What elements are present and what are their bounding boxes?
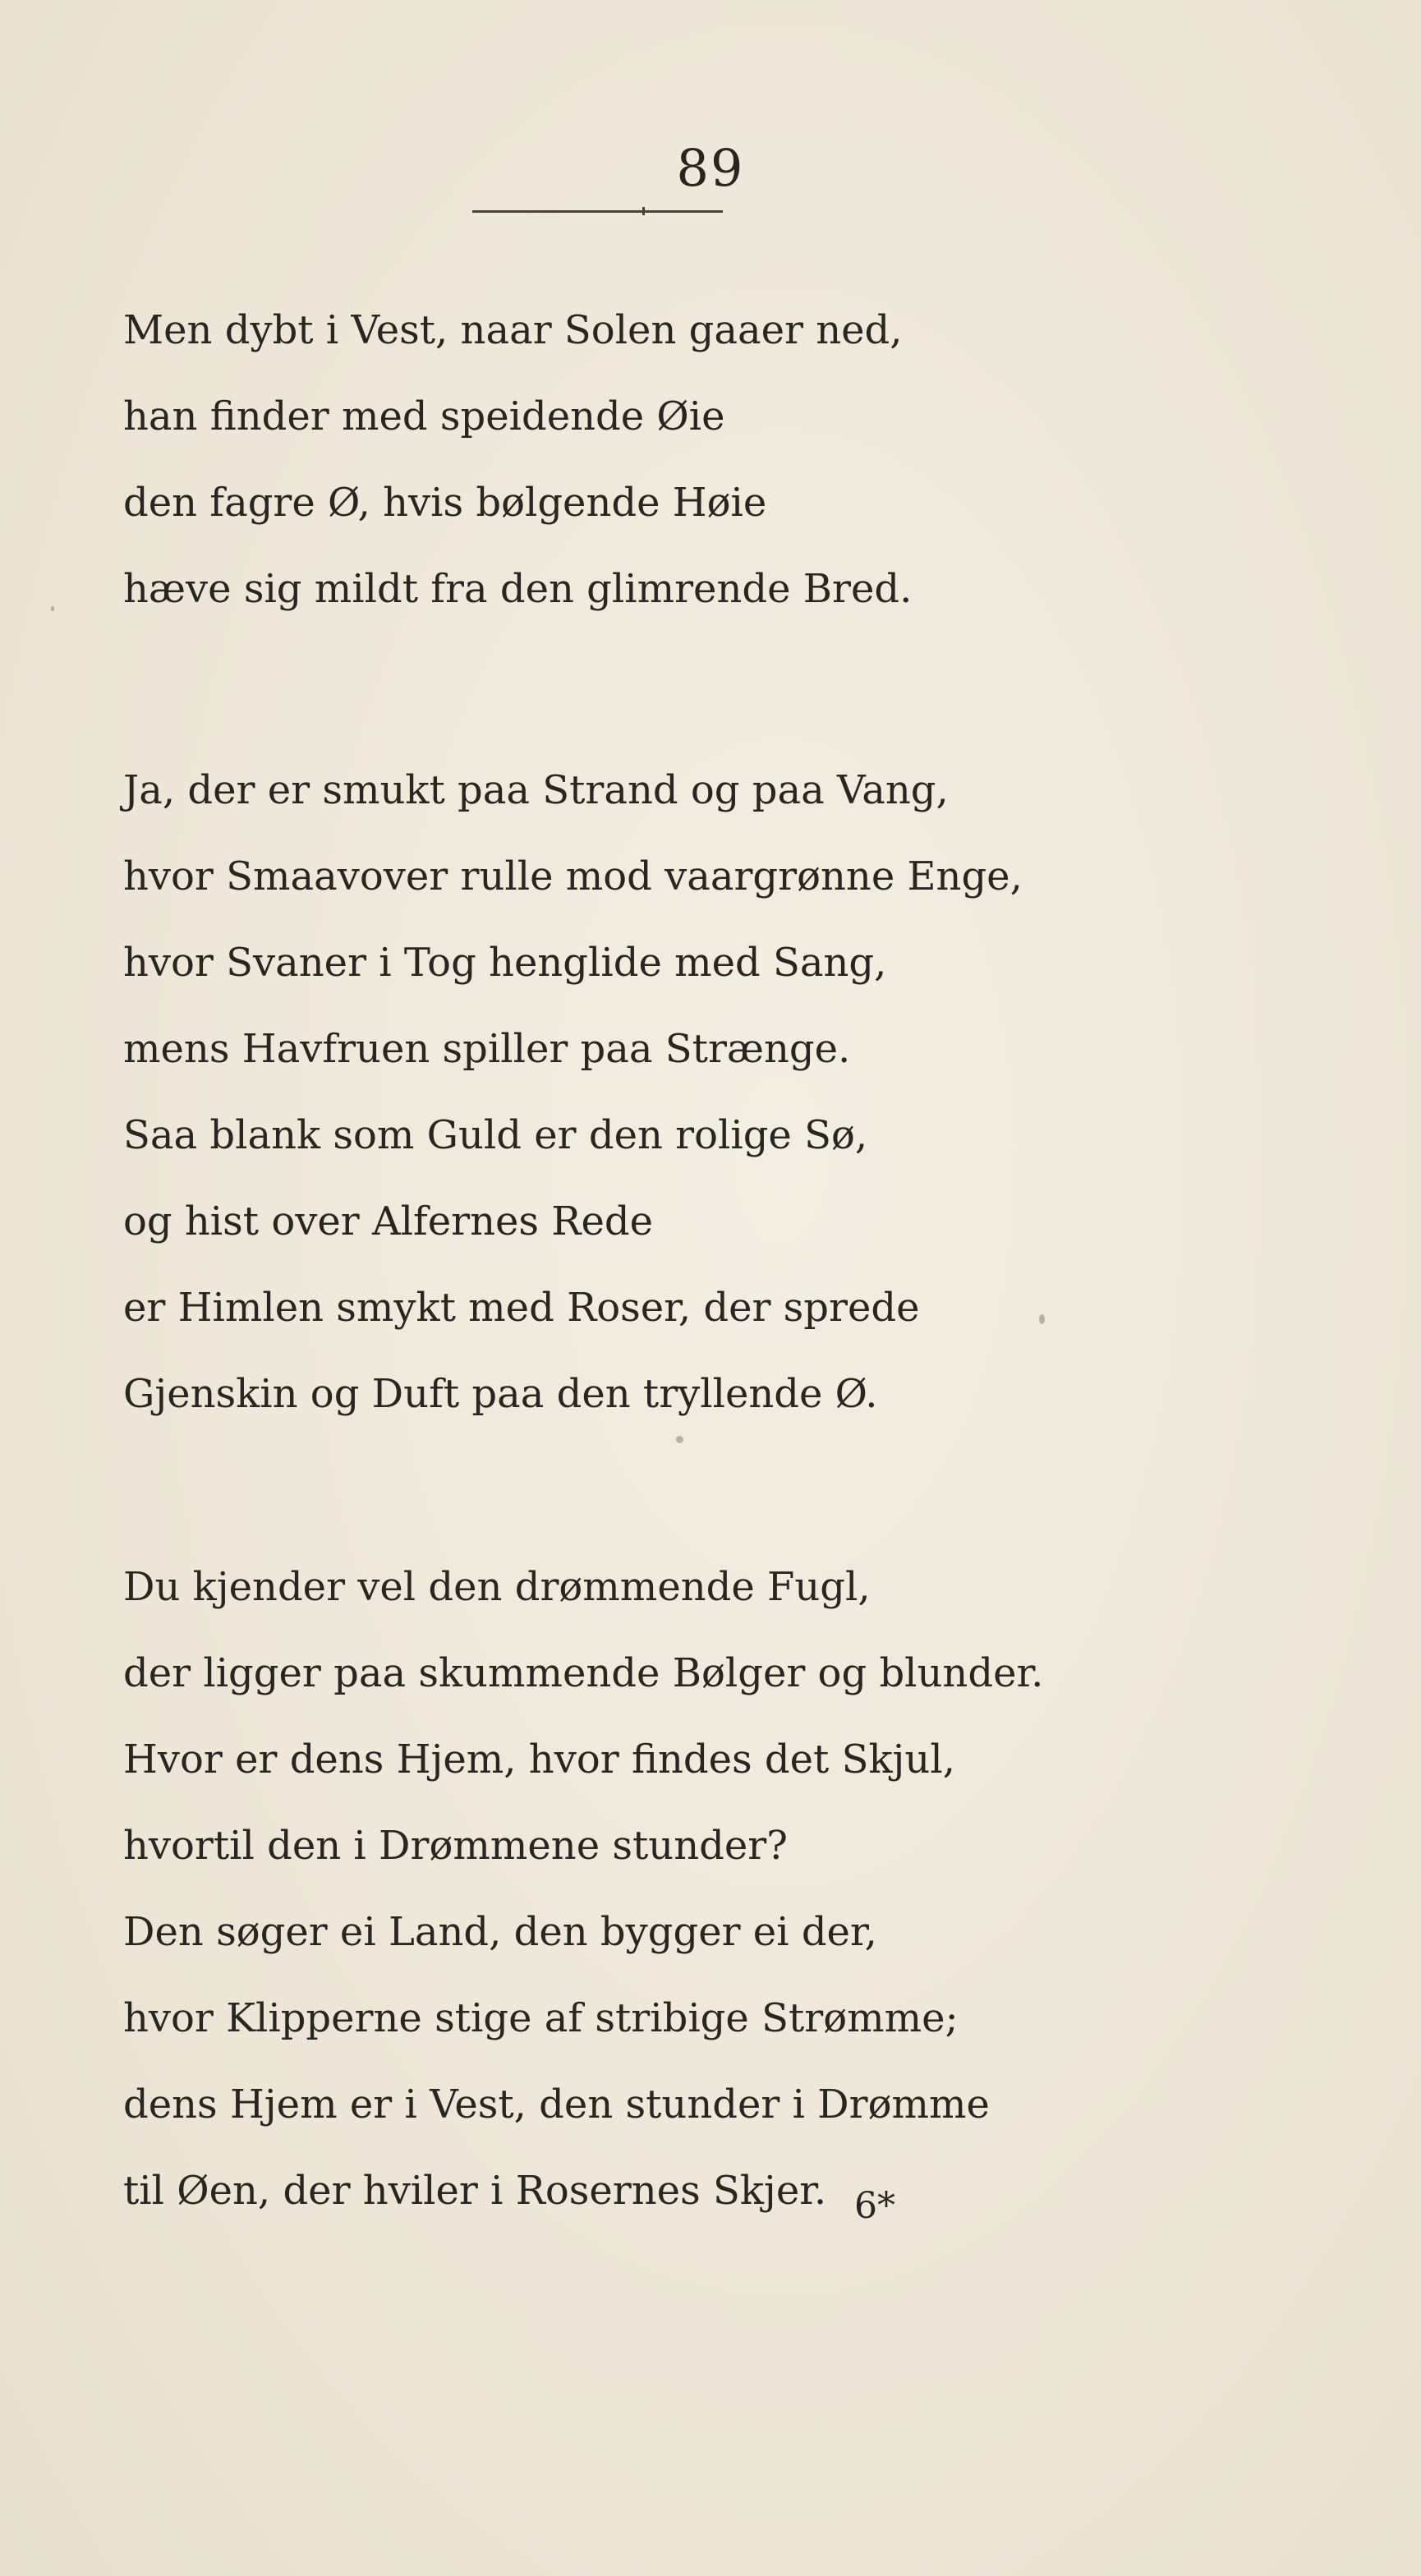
verse-line: Den søger ei Land, den bygger ei der, (123, 1909, 877, 1955)
stanza-1 (123, 288, 912, 632)
stanza-3 (123, 1544, 1043, 2234)
stanza-2 (123, 748, 1023, 1438)
verse-line: den fagre Ø, hvis bølgende Høie (123, 480, 767, 526)
verse-line: Ja, der er smukt paa Strand og paa Vang, (123, 767, 949, 813)
paper-speck (51, 606, 54, 611)
verse-line: mens Havfruen spiller paa Strænge. (123, 1026, 851, 1072)
header-rule-tick (642, 207, 645, 215)
verse-line: hvortil den i Drømmene stunder? (123, 1823, 788, 1869)
verse-line: hæve sig mildt fra den glimrende Bred. (123, 566, 913, 612)
paper-speck (1039, 1314, 1045, 1324)
verse-line: Gjenskin og Duft paa den tryllende Ø. (123, 1371, 878, 1417)
verse-line: han finder med speidende Øie (123, 393, 725, 439)
paper-speck (676, 1436, 683, 1443)
header-rule (472, 210, 723, 213)
verse-line: dens Hjem er i Vest, den stunder i Drømme (123, 2082, 990, 2128)
verse-line: Hvor er dens Hjem, hvor findes det Skjul, (123, 1736, 955, 1782)
verse-line: hvor Svaner i Tog henglide med Sang, (123, 940, 887, 986)
verse-line: hvor Klipperne stige af stribige Strømme; (123, 1995, 959, 2041)
page-number: 89 (676, 138, 745, 198)
verse-line: til Øen, der hviler i Rosernes Skjer. (123, 2168, 827, 2214)
verse-line: er Himlen smykt med Roser, der sprede (123, 1285, 920, 1331)
verse-line: hvor Smaavover rulle mod vaargrønne Enge, (123, 853, 1023, 899)
verse-line: Men dybt i Vest, naar Solen gaaer ned, (123, 307, 903, 353)
signature-mark: 6* (854, 2185, 895, 2227)
verse-line: Du kjender vel den drømmende Fugl, (123, 1564, 871, 1610)
verse-line: Saa blank som Guld er den rolige Sø, (123, 1112, 868, 1158)
verse-line: og hist over Alfernes Rede (123, 1198, 653, 1244)
verse-line: der ligger paa skummende Bølger og blunder. (123, 1650, 1044, 1696)
